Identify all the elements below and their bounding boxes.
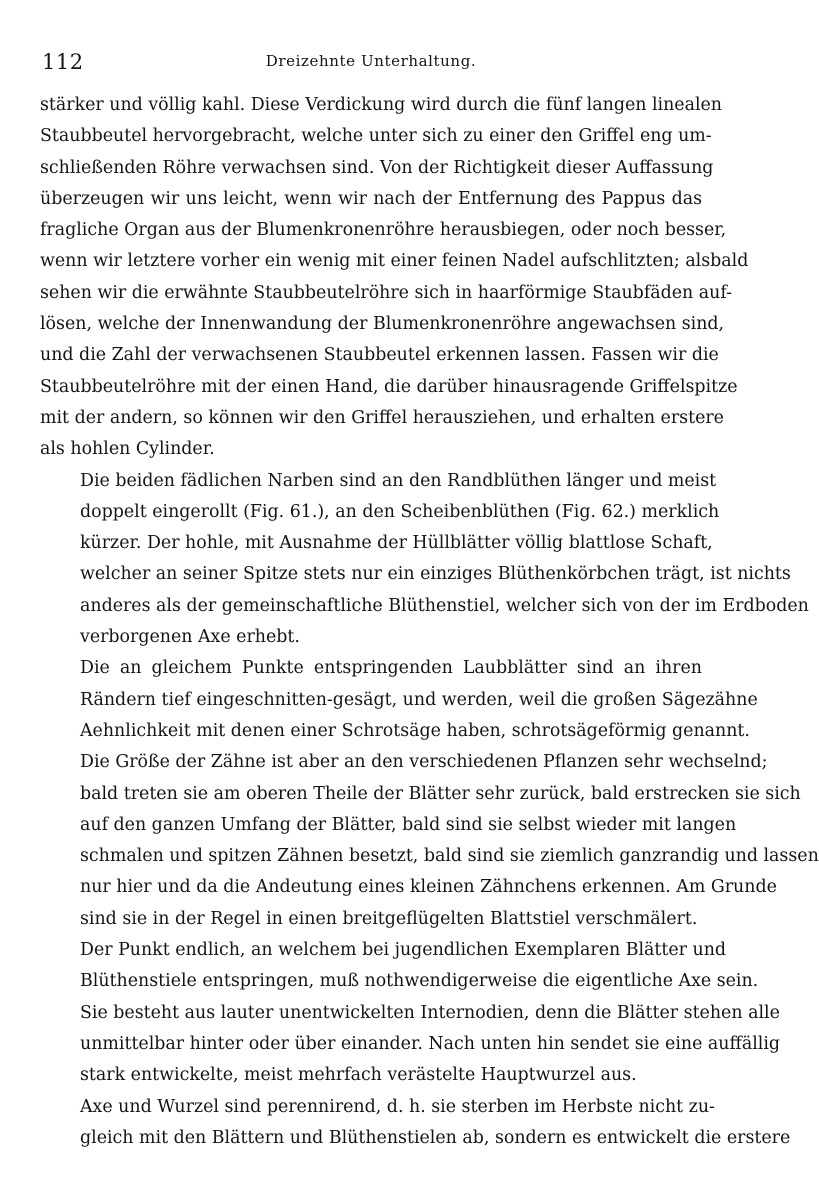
text-line: Blüthenstiele entspringen, muß nothwendigerweise die eigentliche Axe sein. — [80, 971, 759, 992]
text-line: als hohlen Cylinder. — [40, 439, 215, 460]
text-line: Staubbeutel hervorgebracht, welche unter sich zu einer den Griffel eng um- — [40, 126, 712, 147]
body-text — [40, 90, 819, 1154]
paragraph — [40, 653, 819, 935]
text-line: lösen, welche der Innenwandung der Blumenkronenröhre angewachsen sind, — [40, 314, 725, 335]
text-line: anderes als der gemeinschaftliche Blüthenstiel, welcher sich von der im Erdboden — [80, 595, 809, 616]
text-line: schließenden Röhre verwachsen sind. Von der Richtigkeit dieser Auffassung — [40, 157, 714, 178]
text-line: nur hier und da die Andeutung eines kleinen Zähnchens erkennen. Am Grunde — [80, 877, 777, 898]
text-line: welcher an seiner Spitze stets nur ein einziges Blüthenkörbchen trägt, ist nichts — [80, 564, 791, 585]
text-line: Staubbeutelröhre mit der einen Hand, die darüber hinausragende Griffelspitze — [40, 376, 738, 397]
text-line: überzeugen wir uns leicht, wenn wir nach der Entfernung des Pappus das — [40, 188, 702, 209]
text-line: stark entwickelte, meist mehrfach verästelte Hauptwurzel aus. — [80, 1065, 637, 1086]
text-line: fragliche Organ aus der Blumenkronenröhre herausbiegen, oder noch besser, — [40, 220, 727, 241]
text-line: doppelt eingerollt (Fig. 61.), an den Scheibenblüthen (Fig. 62.) merklich — [80, 501, 720, 522]
text-line: Rändern tief eingeschnitten-gesägt, und werden, weil die großen Sägezähne — [80, 689, 758, 710]
text-line: stärker und völlig kahl. Diese Verdickung wird durch die fünf langen linealen — [40, 95, 723, 115]
text-line: sind sie in der Regel in einen breitgeflügelten Blattstiel verschmälert. — [80, 908, 698, 929]
page-number: 112 — [42, 50, 84, 74]
running-head — [40, 50, 702, 78]
text-line: unmittelbar hinter oder über einander. Nach unten hin sendet sie eine auffällig — [80, 1033, 781, 1054]
text-line: Aehnlichkeit mit denen einer Schrotsäge haben, schrotsägeförmig genannt. — [80, 720, 750, 741]
paragraph — [40, 935, 781, 1091]
paragraph — [40, 90, 749, 466]
text-line: auf den ganzen Umfang der Blätter, bald sind sie selbst wieder mit langen — [80, 814, 737, 835]
running-title: Dreizehnte Unterhaltung. — [265, 52, 477, 70]
text-line: kürzer. Der hohle, mit Ausnahme der Hüllblätter völlig blattlose Schaft, — [80, 533, 713, 554]
text-line: Die Größe der Zähne ist aber an den verschiedenen Pflanzen sehr wechselnd; — [80, 752, 768, 773]
text-line: Axe und Wurzel sind perennirend, d. h. sie sterben im Herbste nicht zu- — [80, 1096, 715, 1117]
text-line: schmalen und spitzen Zähnen besetzt, bald sind sie ziemlich ganzrandig und lassen — [80, 846, 819, 867]
paragraph — [40, 466, 809, 654]
text-line: Der Punkt endlich, an welchem bei jugendlichen Exemplaren Blätter und — [80, 940, 727, 961]
text-line: bald treten sie am oberen Theile der Blätter sehr zurück, bald erstrecken sie sich — [80, 783, 801, 804]
text-line: Sie besteht aus lauter unentwickelten Internodien, denn die Blätter stehen alle — [80, 1002, 780, 1023]
text-line: Die an gleichem Punkte entspringenden Laubblätter sind an ihren — [80, 658, 702, 679]
text-line: gleich mit den Blättern und Blüthenstielen ab, sondern es entwickelt die erstere — [80, 1127, 791, 1148]
text-line: Die beiden fädlichen Narben sind an den Randblüthen länger und meist — [80, 470, 717, 491]
book-page — [40, 50, 819, 1180]
paragraph — [40, 1092, 791, 1155]
text-line: wenn wir letztere vorher ein wenig mit einer feinen Nadel aufschlitzten; alsbald — [40, 251, 749, 272]
text-line: sehen wir die erwähnte Staubbeutelröhre sich in haarförmige Staubfäden auf- — [40, 282, 733, 303]
text-line: mit der andern, so können wir den Griffel herausziehen, und erhalten erstere — [40, 407, 724, 428]
text-line: und die Zahl der verwachsenen Staubbeutel erkennen lassen. Fassen wir die — [40, 345, 719, 366]
text-line: verborgenen Axe erhebt. — [80, 627, 300, 648]
